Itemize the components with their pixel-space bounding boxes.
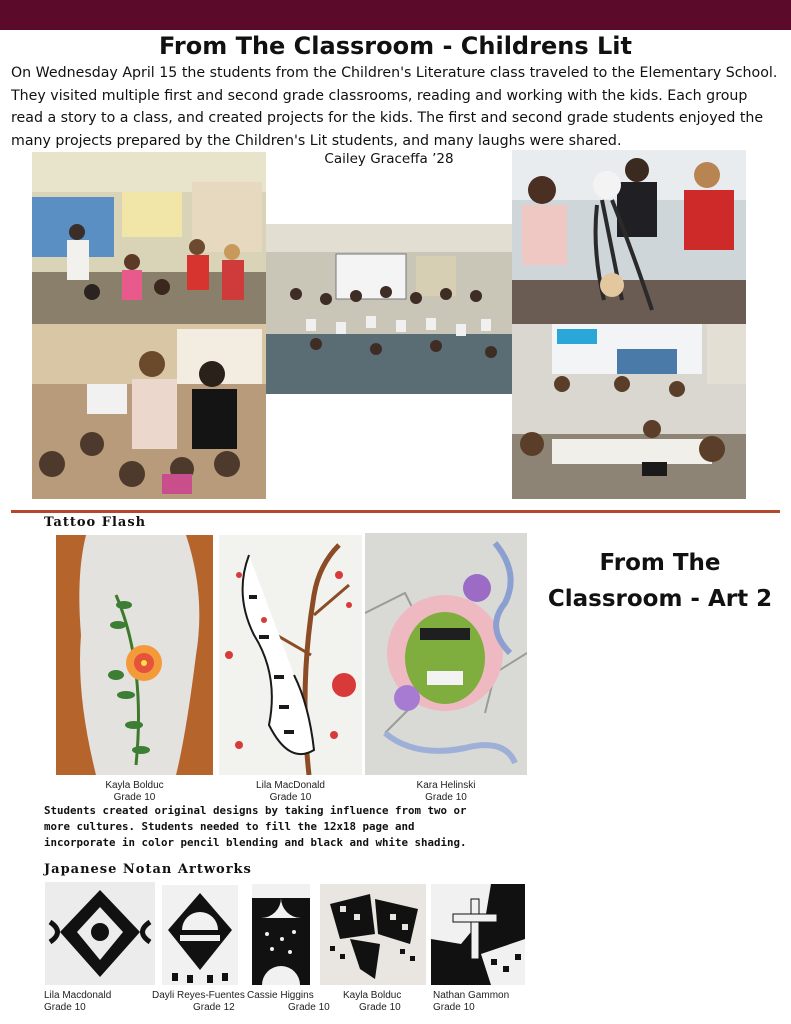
notan-grade-2: Grade 12 <box>193 1002 235 1013</box>
classroom-photo-whole-class <box>266 224 512 394</box>
classroom-photo-titanic-lesson <box>512 324 746 499</box>
notan-caption-4 <box>343 990 401 1002</box>
artist-name: Nathan Gammon <box>433 990 510 1001</box>
artist-name: Cassie Higgins <box>247 990 314 1001</box>
artist-grade: Grade 10 <box>269 792 312 803</box>
artist-name: Kayla Bolduc <box>343 990 402 1001</box>
tattoo-artwork-arm-flower <box>56 535 213 775</box>
tattoo-artwork-hulk-portrait <box>365 533 527 775</box>
artist-grade: Grade 10 <box>113 792 156 803</box>
artist-name: Lila Macdonald <box>44 990 112 1001</box>
notan-caption-3 <box>247 990 314 1002</box>
tattoo-caption-1 <box>56 780 213 804</box>
artist-name: Kara Helinski <box>416 780 476 791</box>
tattoo-caption-2 <box>219 780 362 804</box>
notan-artwork-3 <box>252 884 310 985</box>
notan-grade-1: Grade 10 <box>44 1002 86 1013</box>
notan-caption-2 <box>152 990 245 1002</box>
notan-grade-3: Grade 10 <box>288 1002 330 1013</box>
artist-name: Kayla Bolduc <box>105 780 164 791</box>
artist-name: Dayli Reyes-Fuentes <box>152 990 245 1001</box>
notan-caption-1 <box>44 990 111 1002</box>
page-title: From The Classroom - Childrens Lit <box>159 32 632 60</box>
classroom-photo-reading-group <box>32 152 266 324</box>
notan-heading: Japanese Notan Artworks <box>44 862 252 877</box>
tattoo-caption-3 <box>365 780 527 804</box>
notan-caption-5 <box>433 990 509 1002</box>
section-divider <box>11 510 780 513</box>
notan-artwork-4 <box>320 884 426 985</box>
notan-grade-5: Grade 10 <box>433 1002 475 1013</box>
classroom-photo-octopus-project <box>512 150 746 324</box>
tattoo-flash-heading: Tattoo Flash <box>44 515 147 530</box>
article-body: On Wednesday April 15 the students from the Children's Literature class traveled to the Elementary School. They visited multiple first and second grade classrooms, reading and working with the kids. Each group read a story to a class, and created projects for the kids. The first and second grade students enjoyed the many projects prepared by the Children's Lit students, and many laughs were shared. <box>11 65 778 149</box>
notan-artwork-1 <box>45 882 155 985</box>
article-byline: Cailey Graceffa ’28 <box>324 151 454 167</box>
artist-name: Lila MacDonald <box>256 780 325 791</box>
tattoo-description: Students created original designs by taking influence from two or more cultures. Students needed to fill the 12x18 page and incorporate in color pencil blending and black and white shading. <box>44 804 467 849</box>
notan-grade-4: Grade 10 <box>359 1002 401 1013</box>
art2-title: From The Classroom - Art 2 <box>547 550 773 612</box>
top-banner-bar <box>0 0 791 30</box>
notan-artwork-5 <box>431 884 525 985</box>
artist-grade: Grade 10 <box>425 792 467 803</box>
tattoo-artwork-tiger-blossom <box>219 535 362 775</box>
classroom-photo-storytime <box>32 324 266 499</box>
notan-artwork-2 <box>162 885 238 985</box>
